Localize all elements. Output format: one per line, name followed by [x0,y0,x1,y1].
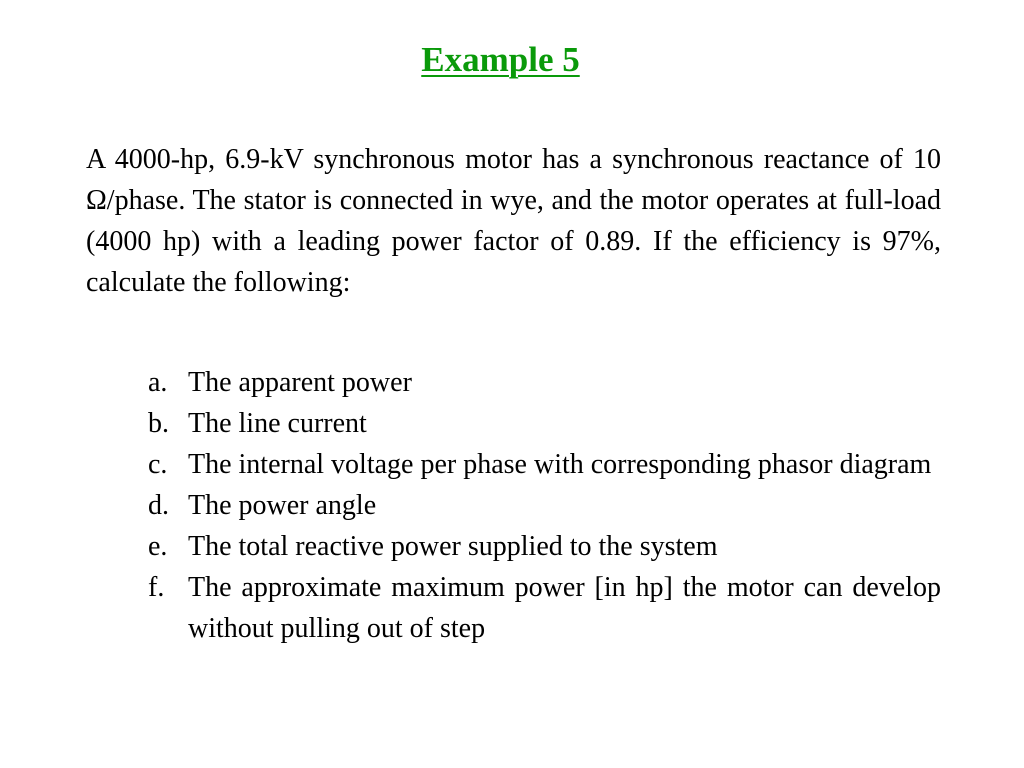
list-item [148,526,941,567]
slide-title: Example 5 [421,40,580,79]
list-marker: e. [148,531,168,562]
list-item [148,444,941,485]
list-item-text: The internal voltage per phase with corresponding phasor diagram [188,449,932,480]
list-marker: b. [148,408,169,439]
question-list [148,362,941,649]
list-item-text: The approximate maximum power [in hp] the motor can develop without pulling out of step [188,572,941,644]
list-item [148,567,941,649]
problem-statement: A 4000-hp, 6.9-kV synchronous motor has a synchronous reactance of 10 Ω/phase. The stator is connected in wye, and the motor operates at full-load (4000 hp) with a leading power factor of 0.89. If the efficiency is 97%, calculate the following: [86,144,941,298]
list-item-text: The line current [188,408,367,439]
list-item [148,403,941,444]
list-marker: a. [148,367,168,398]
list-marker: f. [148,572,165,603]
list-item [148,362,941,403]
list-item-text: The power angle [188,490,377,521]
list-item-text: The total reactive power supplied to the system [188,531,718,562]
list-marker: c. [148,449,168,480]
list-marker: d. [148,490,169,521]
list-item [148,485,941,526]
list-item-text: The apparent power [188,367,412,398]
